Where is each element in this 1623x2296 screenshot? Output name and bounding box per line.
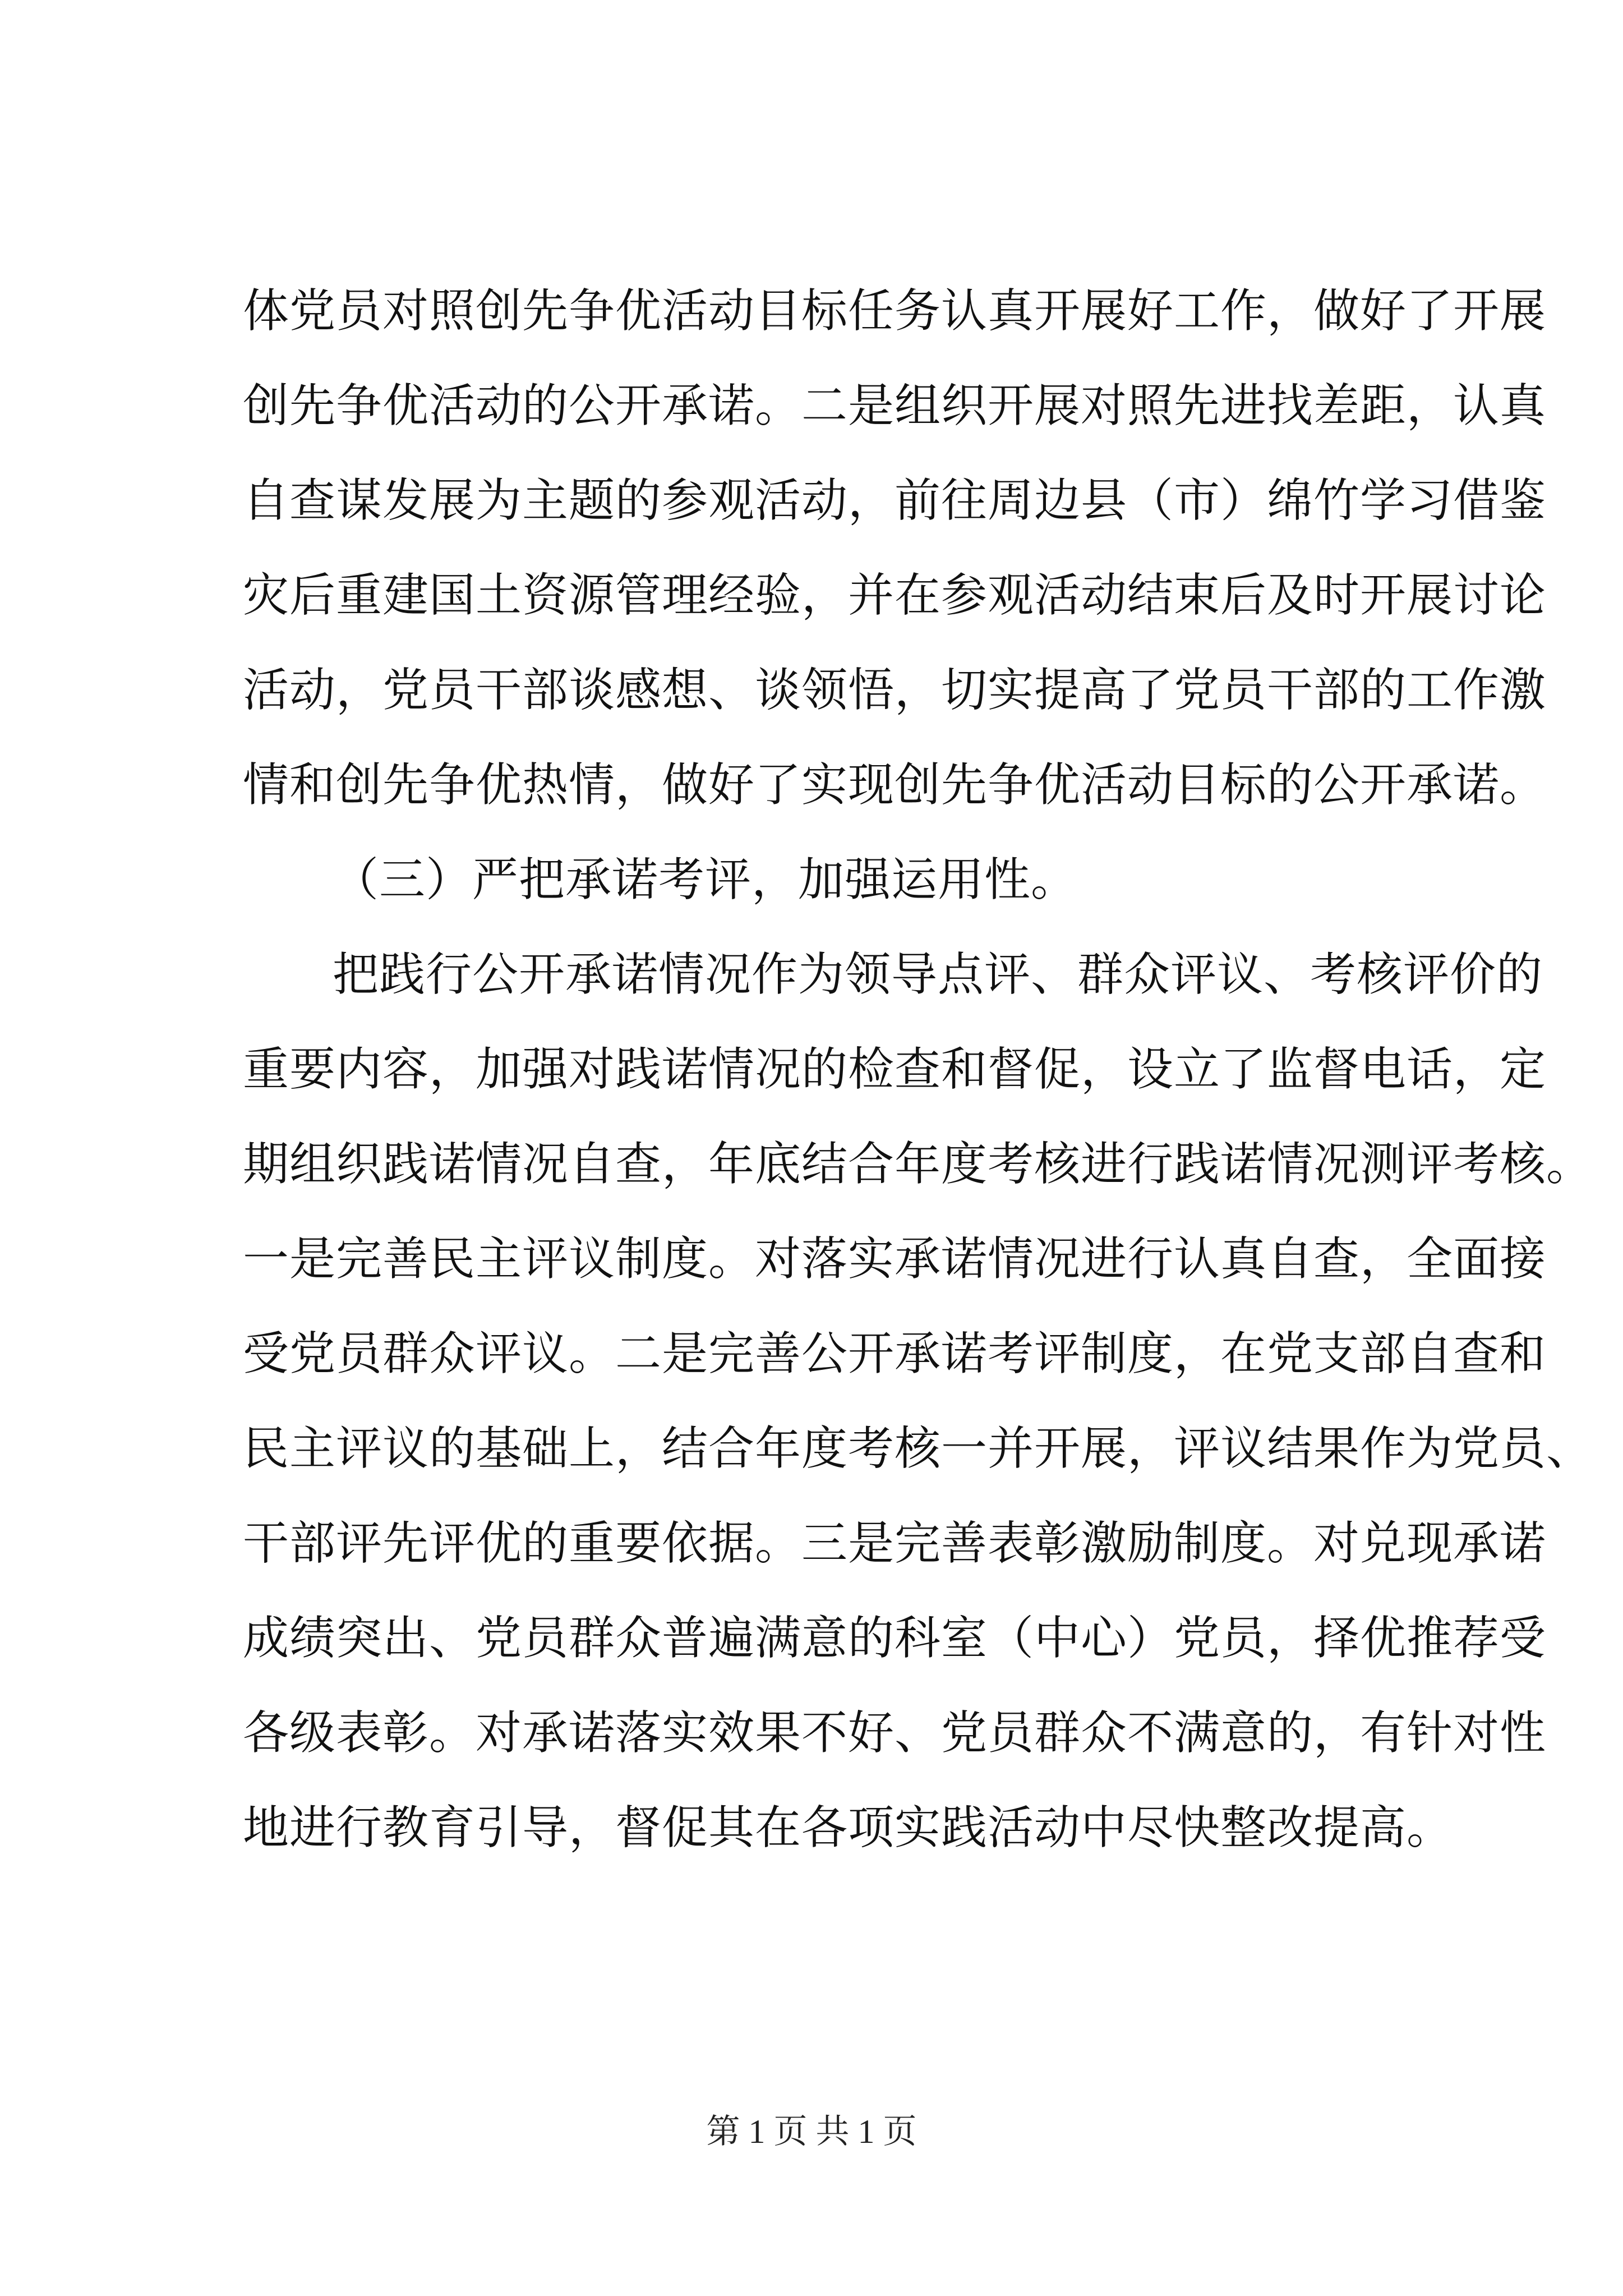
paragraph-line: 干部评先评优的重要依据。三是完善表彰激励制度。对兑现承诺 (243, 1517, 1547, 1570)
paragraph-line: 受党员群众评议。二是完善公开承诺考评制度，在党支部自查和 (243, 1327, 1547, 1381)
paragraph-line: 一是完善民主评议制度。对落实承诺情况进行认真自查，全面接 (243, 1232, 1547, 1286)
document-body (243, 264, 1593, 1875)
paragraph-line: 体党员对照创先争优活动目标任务认真开展好工作，做好了开展 (243, 284, 1547, 338)
page-number: 第 1 页 共 1 页 (706, 2113, 917, 2150)
paragraph-line: 活动，党员干部谈感想、谈领悟，切实提高了党员干部的工作激 (243, 664, 1547, 717)
paragraph-line: 灾后重建国土资源管理经验，并在参观活动结束后及时开展讨论 (243, 569, 1547, 622)
paragraph-line: 重要内容，加强对践诺情况的检查和督促，设立了监督电话，定 (243, 1043, 1547, 1096)
paragraph-line: 成绩突出、党员群众普遍满意的科室（中心）党员，择优推荐受 (243, 1612, 1547, 1665)
paragraph-line: 把践行公开承诺情况作为领导点评、群众评议、考核评价的 (333, 948, 1543, 1001)
paragraph-line: 民主评议的基础上，结合年度考核一并开展，评议结果作为党员、 (243, 1422, 1593, 1475)
paragraph-line: 地进行教育引导，督促其在各项实践活动中尽快整改提高。 (243, 1801, 1454, 1855)
page-footer (0, 2109, 1623, 2154)
paragraph-line: 创先争优活动的公开承诺。二是组织开展对照先进找差距，认真 (243, 379, 1547, 432)
paragraph-line: 情和创先争优热情，做好了实现创先争优活动目标的公开承诺。 (243, 758, 1547, 812)
paragraph-line: 自查谋发展为主题的参观活动，前往周边县（市）绵竹学习借鉴 (243, 474, 1547, 527)
section-heading: （三）严把承诺考评，加强运用性。 (333, 853, 1078, 907)
paragraph-line: 各级表彰。对承诺落实效果不好、党员群众不满意的，有针对性 (243, 1706, 1547, 1760)
paragraph-line: 期组织践诺情况自查，年底结合年度考核进行践诺情况测评考核。 (243, 1138, 1593, 1191)
